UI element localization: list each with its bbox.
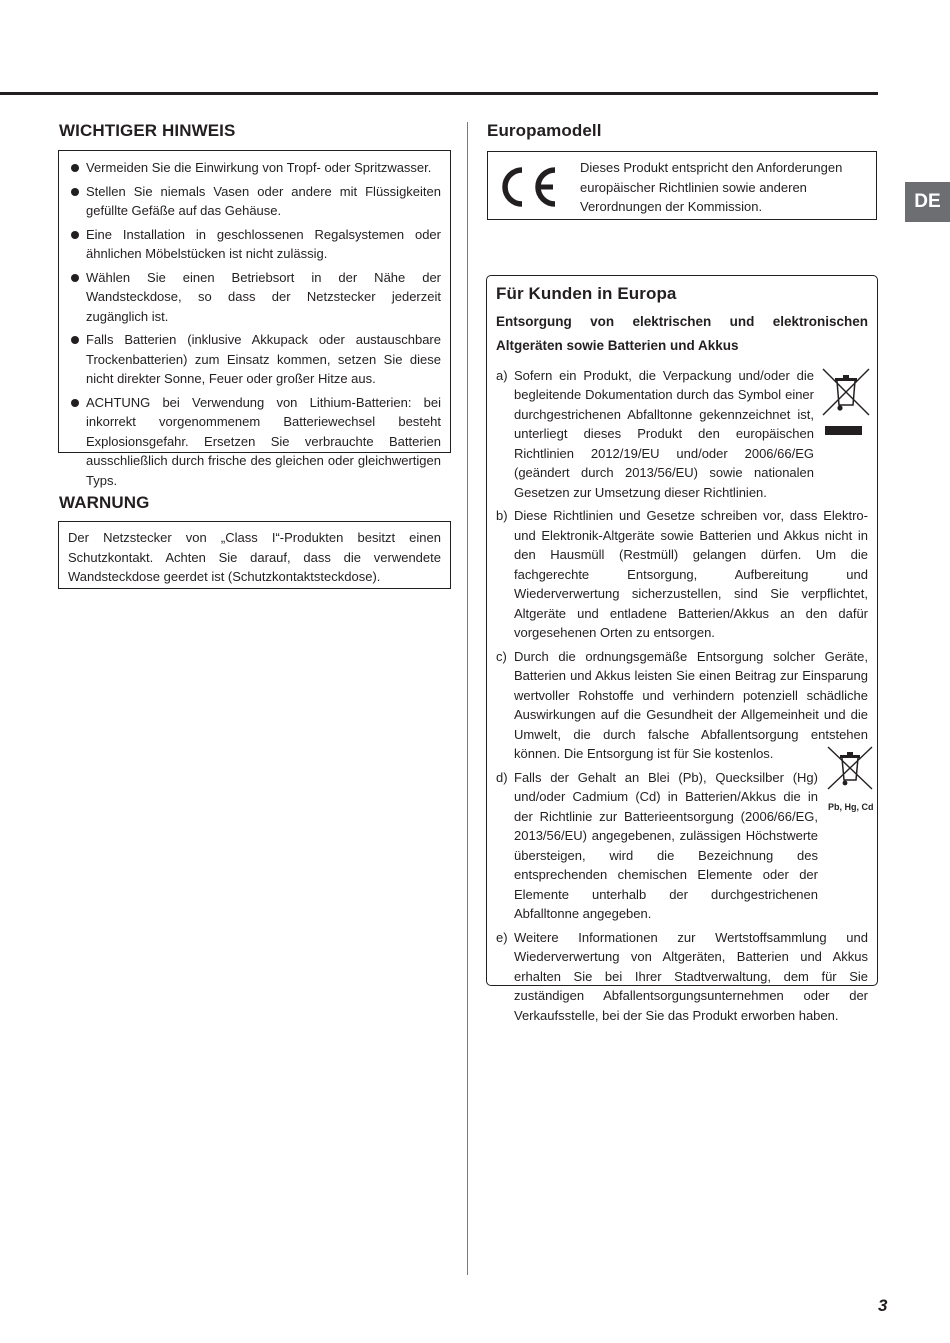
item-text: Weitere Informationen zur Wertstoffsammlung und Wiederverwertung von Altgeräten, Batterien und Akkus erhalten Sie bei Ihrer Stadtverwaltung, dem für Sie zuständigen Abfallentsorgungsunternehmen oder der Verkaufsstelle, bei der Sie das Produkt erworben haben.: [514, 929, 868, 1023]
list-item: [496, 366, 868, 503]
item-letter: d): [496, 769, 508, 785]
list-item: [68, 393, 441, 491]
item-text: Falls der Gehalt an Blei (Pb), Quecksilber (Hg) und/oder Cadmium (Cd) in Batterien/Akkus die in der Richtlinie zur Batterieentsorgung (2006/66/EG, 2013/56/EU) angegebenen, zulässigen Höchstwerte übersteigen, wird die Bezeichnung des entsprechenden chemischen Elemente oder der Elemente unterhalb der durchgestrichenen Abfalltonne angegeben.: [514, 769, 818, 921]
list-item: [68, 268, 441, 327]
warnung-box: [58, 521, 451, 589]
language-tab: DE: [905, 182, 950, 222]
europamodell-heading: Europamodell: [487, 121, 602, 140]
item-letter: a): [496, 367, 508, 383]
list-item: [68, 158, 441, 178]
bullet-icon: [71, 188, 79, 196]
list-item-text: Falls Batterien (inklusive Akkupack oder austauschbare Trockenbatterien) zum Einsatz kommen, setzen Sie diese nicht direkter Sonne, Feuer oder großer Hitze aus.: [86, 332, 441, 386]
top-rule: [0, 92, 878, 95]
kunden-box: [486, 275, 878, 1023]
ce-mark-icon: [497, 164, 563, 210]
wichtiger-hinweis-box: [58, 150, 451, 488]
bullet-icon: [71, 399, 79, 407]
battery-bar-icon: [825, 426, 862, 435]
item-letter: e): [496, 929, 508, 945]
warnung-text: Der Netzstecker von „Class I“-Produkten besitzt einen Schutzkontakt. Achten Sie darauf, dass die verwendete Wandsteckdose geerdet ist (Schutzkontaktsteckdose).: [68, 530, 441, 584]
bullet-icon: [71, 274, 79, 282]
list-item: [496, 928, 868, 1026]
list-item: [496, 506, 868, 643]
crossed-out-wheelie-bin-icon: [826, 745, 874, 791]
kunden-heading: Für Kunden in Europa: [496, 284, 677, 303]
bullet-icon: [71, 164, 79, 172]
page-number: 3: [878, 1296, 888, 1315]
list-item-text: Eine Installation in geschlossenen Regalsystemen oder ähnlichen Möbelstücken ist nicht zulässig.: [86, 226, 441, 261]
europamodell-box: [487, 151, 877, 220]
europamodell-text: Dieses Produkt entspricht den Anforderungen europäischer Richtlinien sowie anderen Verordnungen der Kommission.: [580, 160, 843, 214]
list-item: [68, 182, 441, 221]
item-text: Diese Richtlinien und Gesetze schreiben vor, dass Elektro- und Elektronik-Altgeräte sowie Batterien und Akkus nicht in den Hausmüll (Restmüll) gelangen dürfen. Um die fachgerechte Entsorgung, Aufbereitung und Wiederverwertung sicherzustellen, sind Sie verpflichtet, Altgeräte und entladene Batterien/Akkus an den dafür vorgesehenen Orten zu entsorgen.: [514, 508, 868, 640]
bullet-icon: [71, 231, 79, 239]
item-text: Durch die ordnungsgemäße Entsorgung solcher Geräte, Batterien und Akkus leisten Sie einen Beitrag zur Einsparung wertvoller Rohstoffe und verhindern potenziell schädliche Auswirkungen auf die Gesundheit der Allgemeinheit und die Umwelt, die durch falsche Abfallentsorgung entstehen können. Die Entsorgung ist für Sie kostenlos.: [514, 648, 868, 761]
list-item: [68, 330, 441, 389]
list-item: [496, 647, 868, 764]
list-item: [68, 225, 441, 264]
list-item-text: Vermeiden Sie die Einwirkung von Tropf- oder Spritzwasser.: [86, 160, 432, 175]
item-text: Sofern ein Produkt, die Verpackung und/oder die begleitende Dokumentation durch das Symbol einer durchgestrichenen Abfalltonne gekennzeichnet ist, unterliegt dieses Produkt den europäischen Richtlinien 2012/19/EU und/oder 2006/66/EG (geändert durch 2013/56/EU) sowie nationalen Gesetzen zur Umsetzung dieser Richtlinien.: [514, 367, 814, 500]
battery-elements-label: Pb, Hg, Cd: [828, 802, 874, 812]
crossed-out-wheelie-bin-icon: [820, 367, 872, 417]
list-item: [496, 768, 868, 924]
item-letter: b): [496, 508, 508, 523]
warnung-heading: WARNUNG: [59, 493, 150, 512]
item-letter: c): [496, 648, 507, 664]
list-item-text: Wählen Sie einen Betriebsort in der Nähe der Wandsteckdose, so dass der Netzstecker jederzeit zugänglich ist.: [86, 269, 441, 324]
column-divider: [467, 122, 468, 1275]
bullet-icon: [71, 336, 79, 344]
list-item-text: ACHTUNG bei Verwendung von Lithium-Batterien: bei inkorrekt vorgenommenem Batteriewechsel besteht Explosionsgefahr. Ersetzen Sie verbrauchte Batterien ausschließlich durch frische des gleichen oder gleichwertigen Typs.: [86, 394, 441, 488]
hinweis-list: [68, 158, 441, 490]
list-item-text: Stellen Sie niemals Vasen oder andere mit Flüssigkeiten gefüllte Gefäße auf das Gehäuse.: [86, 183, 441, 218]
wichtiger-hinweis-heading: WICHTIGER HINWEIS: [59, 121, 236, 140]
kunden-subheading: Entsorgung von elektrischen und elektronischen Altgeräten sowie Batterien und Akkus: [496, 313, 868, 353]
